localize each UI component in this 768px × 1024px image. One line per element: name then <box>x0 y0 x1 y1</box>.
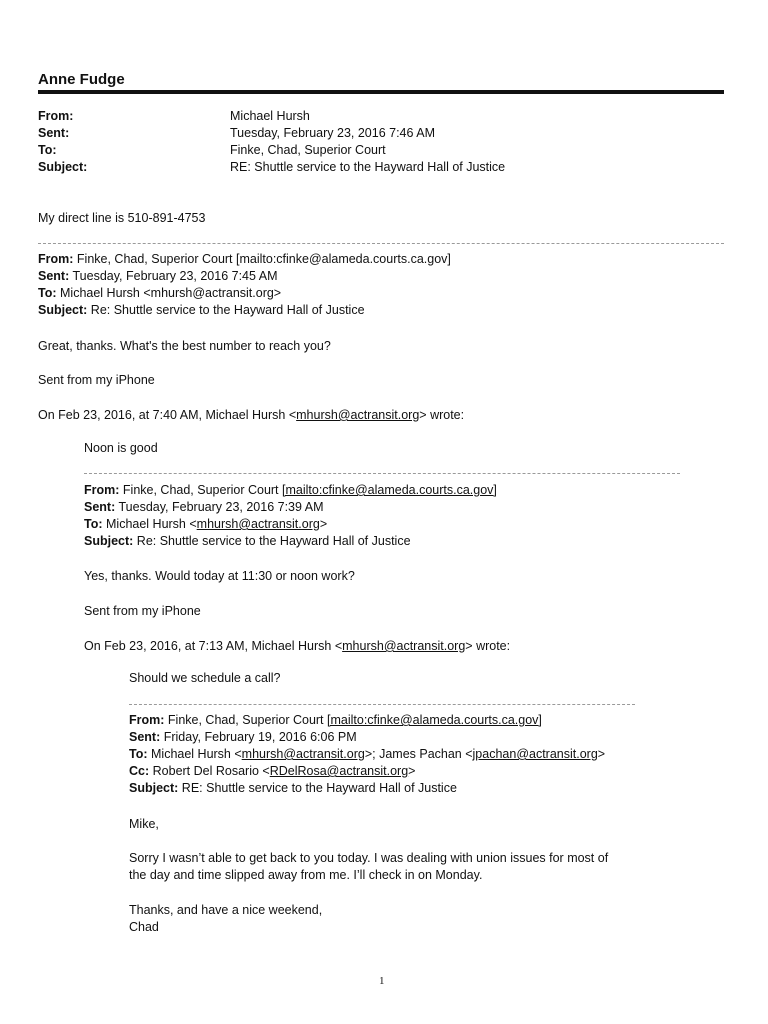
msg1-to-label: To: <box>38 286 57 300</box>
msg3-to-label: To: <box>84 517 103 531</box>
header-from-label: From: <box>38 109 74 123</box>
msg5-cc-prefix: Robert Del Rosario < <box>152 764 270 778</box>
msg1-to-value: Michael Hursh <mhursh@actransit.org> <box>60 286 282 300</box>
msg3-sent-line <box>84 499 497 516</box>
header-from-row <box>38 108 505 125</box>
msg5-subject-value: RE: Shuttle service to the Hayward Hall of Justice <box>181 781 457 795</box>
msg5-sent-line <box>129 729 605 746</box>
page-number: 1 <box>379 975 385 987</box>
msg5-to-suffix: > <box>597 747 606 761</box>
header-to-row <box>38 142 505 159</box>
msg1-signature: Sent from my iPhone <box>38 373 155 387</box>
msg5-closing-line-2: Chad <box>129 920 159 934</box>
msg1-quote-intro-suffix: > wrote: <box>419 408 465 422</box>
msg3-signature: Sent from my iPhone <box>84 604 201 618</box>
msg3-to-line <box>84 516 497 533</box>
msg5-cc-email-link[interactable]: RDelRosa@actransit.org <box>269 764 409 778</box>
msg5-body-paragraph <box>129 850 608 884</box>
msg1-subject-value: Re: Shuttle service to the Hayward Hall of Justice <box>90 303 365 317</box>
msg1-from-value: Finke, Chad, Superior Court [mailto:cfinke@alameda.courts.ca.gov] <box>76 252 451 266</box>
msg5-greeting: Mike, <box>129 817 159 831</box>
msg3-quote-intro <box>84 638 510 655</box>
msg5-to-email-link-1[interactable]: mhursh@actransit.org <box>241 747 365 761</box>
msg3-quote-intro-suffix: > wrote: <box>465 639 511 653</box>
msg5-from-prefix: Finke, Chad, Superior Court <box>167 713 328 727</box>
msg5-subject-line <box>129 780 605 797</box>
message-3-header <box>84 482 497 550</box>
header-to-label: To: <box>38 143 57 157</box>
msg5-from-line <box>129 712 605 729</box>
msg1-body-text: Great, thanks. What's the best number to reach you? <box>38 339 331 353</box>
msg3-from-mailto-link[interactable]: [mailto:cfinke@alameda.courts.ca.gov] <box>282 483 497 497</box>
header-sent-label: Sent: <box>38 126 70 140</box>
msg1-to-line <box>38 285 451 302</box>
msg5-body-line-1: Sorry I wasn’t able to get back to you today. I was dealing with union issues for most of <box>129 851 609 865</box>
msg3-from-line <box>84 482 497 499</box>
message-1-header <box>38 251 451 319</box>
msg5-to-mid: >; James Pachan < <box>364 747 473 761</box>
msg5-cc-suffix: > <box>408 764 416 778</box>
msg1-quote-intro-prefix: On Feb 23, 2016, at 7:40 AM, Michael Hursh < <box>38 408 297 422</box>
msg3-from-prefix: Finke, Chad, Superior Court <box>122 483 283 497</box>
message-separator-3 <box>129 704 635 705</box>
msg3-subject-value: Re: Shuttle service to the Hayward Hall of Justice <box>136 534 411 548</box>
msg5-to-email-link-2[interactable]: jpachan@actransit.org <box>472 747 598 761</box>
msg3-to-prefix: Michael Hursh < <box>106 517 197 531</box>
msg1-sent-value: Tuesday, February 23, 2016 7:45 AM <box>72 269 278 283</box>
msg5-sent-label: Sent: <box>129 730 161 744</box>
msg3-subject-label: Subject: <box>84 534 134 548</box>
header-subject-value: RE: Shuttle service to the Hayward Hall of Justice <box>230 160 506 174</box>
header-sent-row <box>38 125 505 142</box>
msg1-sent-label: Sent: <box>38 269 70 283</box>
document-owner-name: Anne Fudge <box>38 71 125 88</box>
msg5-cc-line <box>129 763 605 780</box>
msg1-quote-intro <box>38 407 464 424</box>
msg1-subject-line <box>38 302 451 319</box>
msg3-sent-value: Tuesday, February 23, 2016 7:39 AM <box>118 500 324 514</box>
msg1-sent-line <box>38 268 451 285</box>
msg1-subject-label: Subject: <box>38 303 88 317</box>
msg5-closing-line-1: Thanks, and have a nice weekend, <box>129 903 323 917</box>
header-subject-label: Subject: <box>38 160 88 174</box>
msg3-quote-intro-prefix: On Feb 23, 2016, at 7:13 AM, Michael Hursh < <box>84 639 343 653</box>
message-separator-2 <box>84 473 680 474</box>
msg3-to-email-link[interactable]: mhursh@actransit.org <box>196 517 320 531</box>
msg3-body-text: Yes, thanks. Would today at 11:30 or noon work? <box>84 569 355 583</box>
msg5-to-line <box>129 746 605 763</box>
msg5-to-label: To: <box>129 747 148 761</box>
header-sent-value: Tuesday, February 23, 2016 7:46 AM <box>230 126 435 140</box>
owner-underline-rule <box>38 90 724 94</box>
msg1-from-line <box>38 251 451 268</box>
msg1-quote-intro-email-link[interactable]: mhursh@actransit.org <box>296 408 420 422</box>
message-separator-1 <box>38 243 724 244</box>
msg5-from-mailto-link[interactable]: [mailto:cfinke@alameda.courts.ca.gov] <box>327 713 542 727</box>
header-from-value: Michael Hursh <box>230 109 310 123</box>
msg2-body-text: Noon is good <box>84 441 158 455</box>
msg5-from-label: From: <box>129 713 165 727</box>
email-header <box>38 108 505 176</box>
msg5-subject-label: Subject: <box>129 781 179 795</box>
main-body-text: My direct line is 510-891-4753 <box>38 211 206 225</box>
header-subject-row <box>38 159 505 176</box>
msg3-subject-line <box>84 533 497 550</box>
msg3-to-suffix: > <box>319 517 328 531</box>
msg5-body-line-2: the day and time slipped away from me. I’ll check in on Monday. <box>129 868 483 882</box>
msg3-from-label: From: <box>84 483 120 497</box>
msg5-closing <box>129 902 322 936</box>
msg1-from-label: From: <box>38 252 74 266</box>
msg5-sent-value: Friday, February 19, 2016 6:06 PM <box>163 730 357 744</box>
msg3-sent-label: Sent: <box>84 500 116 514</box>
msg3-quote-intro-email-link[interactable]: mhursh@actransit.org <box>342 639 466 653</box>
msg4-body-text: Should we schedule a call? <box>129 671 281 685</box>
message-5-header <box>129 712 605 797</box>
msg5-to-prefix: Michael Hursh < <box>151 747 242 761</box>
msg5-cc-label: Cc: <box>129 764 150 778</box>
header-to-value: Finke, Chad, Superior Court <box>230 143 386 157</box>
